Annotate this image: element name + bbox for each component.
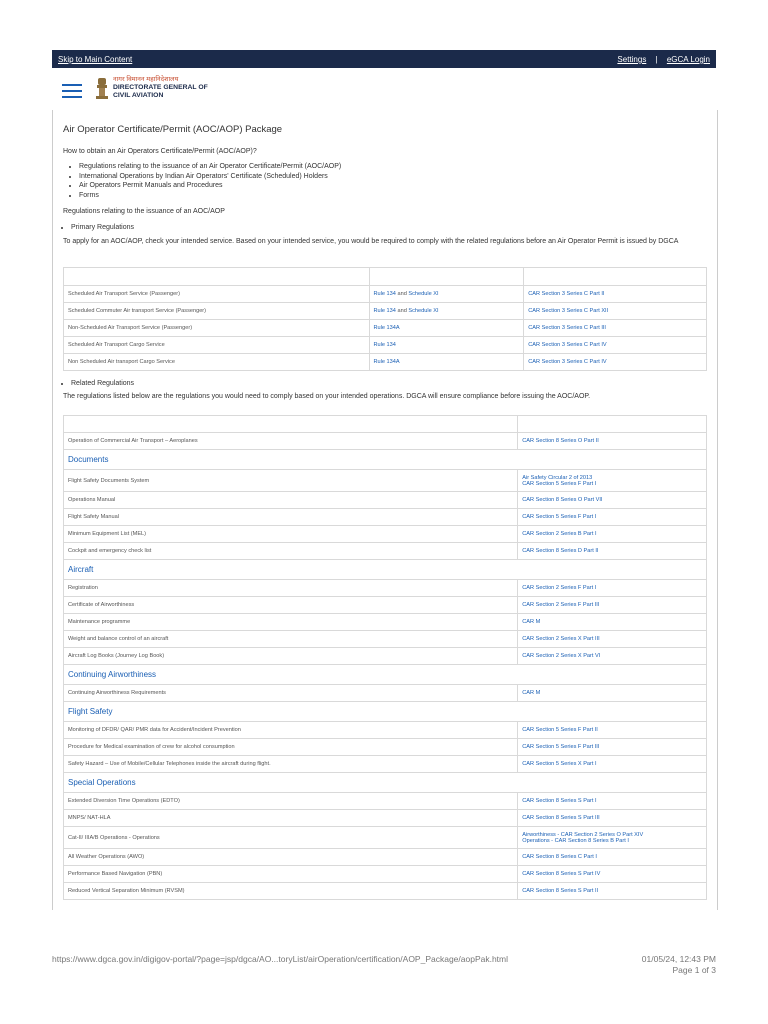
table-row [64,739,707,756]
car-link[interactable]: CAR Section 3 Series C Part IV [524,337,707,354]
intro-text: How to obtain an Air Operators Certificate/Permit (AOC/AOP)? [63,148,257,155]
top-bar [52,50,716,68]
regulation-name: Reduced Vertical Separation Minimum (RVSM) [64,883,518,900]
table-row [64,526,707,543]
regulation-link[interactable]: CAR Section 8 Series D Part II [518,543,707,560]
regulation-link[interactable]: CAR M [518,685,707,702]
and-text: and [397,308,407,314]
regulation-link[interactable]: CAR Section 2 Series F Part I [518,580,707,597]
primary-text: To apply for an AOC/AOP, check your intended service. Based on your intended service, you would be required to comply with the related regulations before an Air Operator Permit is issued by DGCA [63,238,679,245]
table-row [64,354,707,371]
regulation-link[interactable]: CAR Section 8 Series O Part VII [518,492,707,509]
section-header-continuing-airworthiness: Continuing Airworthiness [64,665,707,685]
regulation-name: Cockpit and emergency check list [64,543,518,560]
logo-hindi: नागर विमानन महानिदेशालय [113,76,179,83]
egca-login-link[interactable]: eGCA Login [666,55,710,64]
regulation-name: Maintenance programme [64,614,518,631]
menu-icon[interactable] [62,84,82,98]
site-header [52,70,716,110]
table-row [64,883,707,900]
regulation-link[interactable]: CAR Section 8 Series S Part III [518,810,707,827]
regulation-name: All Weather Operations (AWO) [64,849,518,866]
regulation-link[interactable]: CAR Section 2 Series X Part III [518,631,707,648]
table-row [64,793,707,810]
table-row [64,722,707,739]
print-info [642,954,716,976]
page-url: https://www.dgca.gov.in/digigov-portal/?page=jsp/dgca/AO...toryList/airOperation/certification/AOP_Package/aopPak.html [52,954,509,964]
regulation-link[interactable]: CAR Section 8 Series C Part I [518,849,707,866]
regulation-name: Flight Safety Manual [64,509,518,526]
regulation-link[interactable]: Operations - CAR Section 8 Series B Part I [522,837,629,844]
table-row [64,756,707,773]
table-row [64,827,707,849]
section-header-documents: Documents [64,450,707,470]
regulation-name: Registration [64,580,518,597]
primary-regulations-table [63,267,707,371]
regulation-name: Certificate of Airworthiness [64,597,518,614]
service-cell: Non Scheduled Air transport Cargo Service [64,354,370,371]
regulation-name: Safety Hazard – Use of Mobile/Cellular Telephones inside the aircraft during flight. [64,756,518,773]
table-row [64,648,707,665]
service-cell: Scheduled Air Transport Service (Passenger) [64,286,370,303]
rule-link[interactable]: Rule 134 [373,291,396,297]
and-text: and [397,291,407,297]
regulation-name: Aircraft Log Books (Journey Log Book) [64,648,518,665]
rule-link[interactable]: Rule 134 [373,308,396,314]
regulation-name: MNPS/ NAT-HLA [64,810,518,827]
regulation-link[interactable]: CAR M [518,614,707,631]
schedule-link[interactable]: Schedule XI [408,291,439,297]
table-row [64,866,707,883]
intro-item[interactable]: • International Operations by Indian Air Operators' Certificate (Scheduled) Holders [79,172,341,182]
intro-item[interactable]: • Forms [79,191,341,201]
skip-to-main-link[interactable]: Skip to Main Content [58,55,133,64]
regulation-name: Performance Based Navigation (PBN) [64,866,518,883]
related-label-list [45,379,134,389]
table-row [64,470,707,492]
primary-label-list [45,223,134,233]
regulation-name: Procedure for Medical examination of crew for alcohol consumption [64,739,518,756]
service-cell: Scheduled Commuter Air transport Service (Passenger) [64,303,370,320]
page-number: Page 1 of 3 [672,965,716,975]
table-row [64,433,707,450]
regulation-link[interactable]: CAR Section 2 Series B Part I [518,526,707,543]
service-cell: Non-Scheduled Air Transport Service (Passenger) [64,320,370,337]
table-row [64,509,707,526]
table-header-row [64,416,707,433]
regulation-link[interactable]: CAR Section 2 Series F Part III [518,597,707,614]
regulation-name: Monitoring of DFDR/ QAR/ PMR data for Accident/Incident Prevention [64,722,518,739]
car-link[interactable]: CAR Section 3 Series C Part III [524,320,707,337]
regulation-link[interactable]: CAR Section 8 Series S Part II [518,883,707,900]
rule-link[interactable]: Rule 134A [373,325,400,331]
table-row [64,543,707,560]
car-link[interactable]: CAR Section 3 Series C Part II [524,286,707,303]
logo-line2: CIVIL AVIATION [113,92,164,99]
regulation-name: Operation of Commercial Air Transport – Aeroplanes [64,433,518,450]
print-datetime: 01/05/24, 12:43 PM [641,954,716,964]
main-content [52,110,718,910]
regulation-link[interactable]: CAR Section 8 Series S Part I [518,793,707,810]
emblem-icon [95,76,109,102]
schedule-link[interactable]: Schedule XI [408,308,439,314]
table-row [64,614,707,631]
section-header-special-operations: Special Operations [64,773,707,793]
intro-list [53,162,341,200]
table-row [64,286,707,303]
related-text: The regulations listed below are the regulations you would need to comply based on your intended operations. DGCA will ensure compliance before issuing the AOC/AOP. [63,393,591,400]
page-title: Air Operator Certificate/Permit (AOC/AOP) Package [63,124,283,135]
related-regulations-label: • Related Regulations [71,379,134,389]
regulation-link[interactable]: Airworthiness - CAR Section 2 Series O Part XIV [522,831,644,838]
rule-link[interactable]: Rule 134A [373,359,400,365]
top-bar-links [617,55,710,64]
regulation-name: Flight Safety Documents System [64,470,518,492]
table-row [64,320,707,337]
regulation-link[interactable]: CAR Section 5 Series F Part I [518,509,707,526]
regulation-name: Weight and balance control of an aircraft [64,631,518,648]
table-row [64,597,707,614]
table-row [64,492,707,509]
table-row [64,631,707,648]
logo-line1: DIRECTORATE GENERAL OF [113,84,208,91]
regulation-link[interactable]: CAR Section 8 Series O Part II [518,433,707,450]
table-row [64,810,707,827]
rule-link[interactable]: Rule 134 [373,342,396,348]
regulation-link[interactable]: CAR Section 2 Series X Part VI [518,648,707,665]
logo[interactable] [113,76,208,100]
settings-link[interactable]: Settings [617,55,647,64]
regulation-name: Continuing Airworthiness Requirements [64,685,518,702]
car-link[interactable]: CAR Section 3 Series C Part IV [524,354,707,371]
table-row [64,337,707,354]
regulation-link[interactable]: Air Safety Circular 2 of 2013 [522,474,593,481]
regulation-name: Cat-II/ IIIA/B Operations - Operations [64,827,518,849]
section-header-flight-safety: Flight Safety [64,702,707,722]
top-bar-separator: | [655,55,658,64]
intro-item[interactable]: • Regulations relating to the issuance of an Air Operator Certificate/Permit (AOC/AOP) [79,162,341,172]
section-heading: Regulations relating to the issuance of an AOC/AOP [63,208,225,215]
regulation-link[interactable]: CAR Section 5 Series F Part II [518,722,707,739]
car-link[interactable]: CAR Section 3 Series C Part XII [524,303,707,320]
regulation-link[interactable]: CAR Section 8 Series S Part IV [518,866,707,883]
regulation-name: Extended Diversion Time Operations (EDTO) [64,793,518,810]
regulation-name: Operations Manual [64,492,518,509]
regulation-link[interactable]: CAR Section 5 Series X Part I [518,756,707,773]
table-row [64,849,707,866]
table-row [64,685,707,702]
primary-regulations-label: • Primary Regulations [71,223,134,233]
regulation-name: Minimum Equipment List (MEL) [64,526,518,543]
table-row [64,580,707,597]
table-header-row [64,268,707,286]
service-cell: Scheduled Air Transport Cargo Service [64,337,370,354]
regulation-link[interactable]: CAR Section 5 Series F Part III [518,739,707,756]
intro-item[interactable]: • Air Operators Permit Manuals and Procedures [79,181,341,191]
regulation-link[interactable]: CAR Section 5 Series F Part I [522,480,597,487]
table-row [64,303,707,320]
related-regulations-table [63,415,707,900]
section-header-aircraft: Aircraft [64,560,707,580]
